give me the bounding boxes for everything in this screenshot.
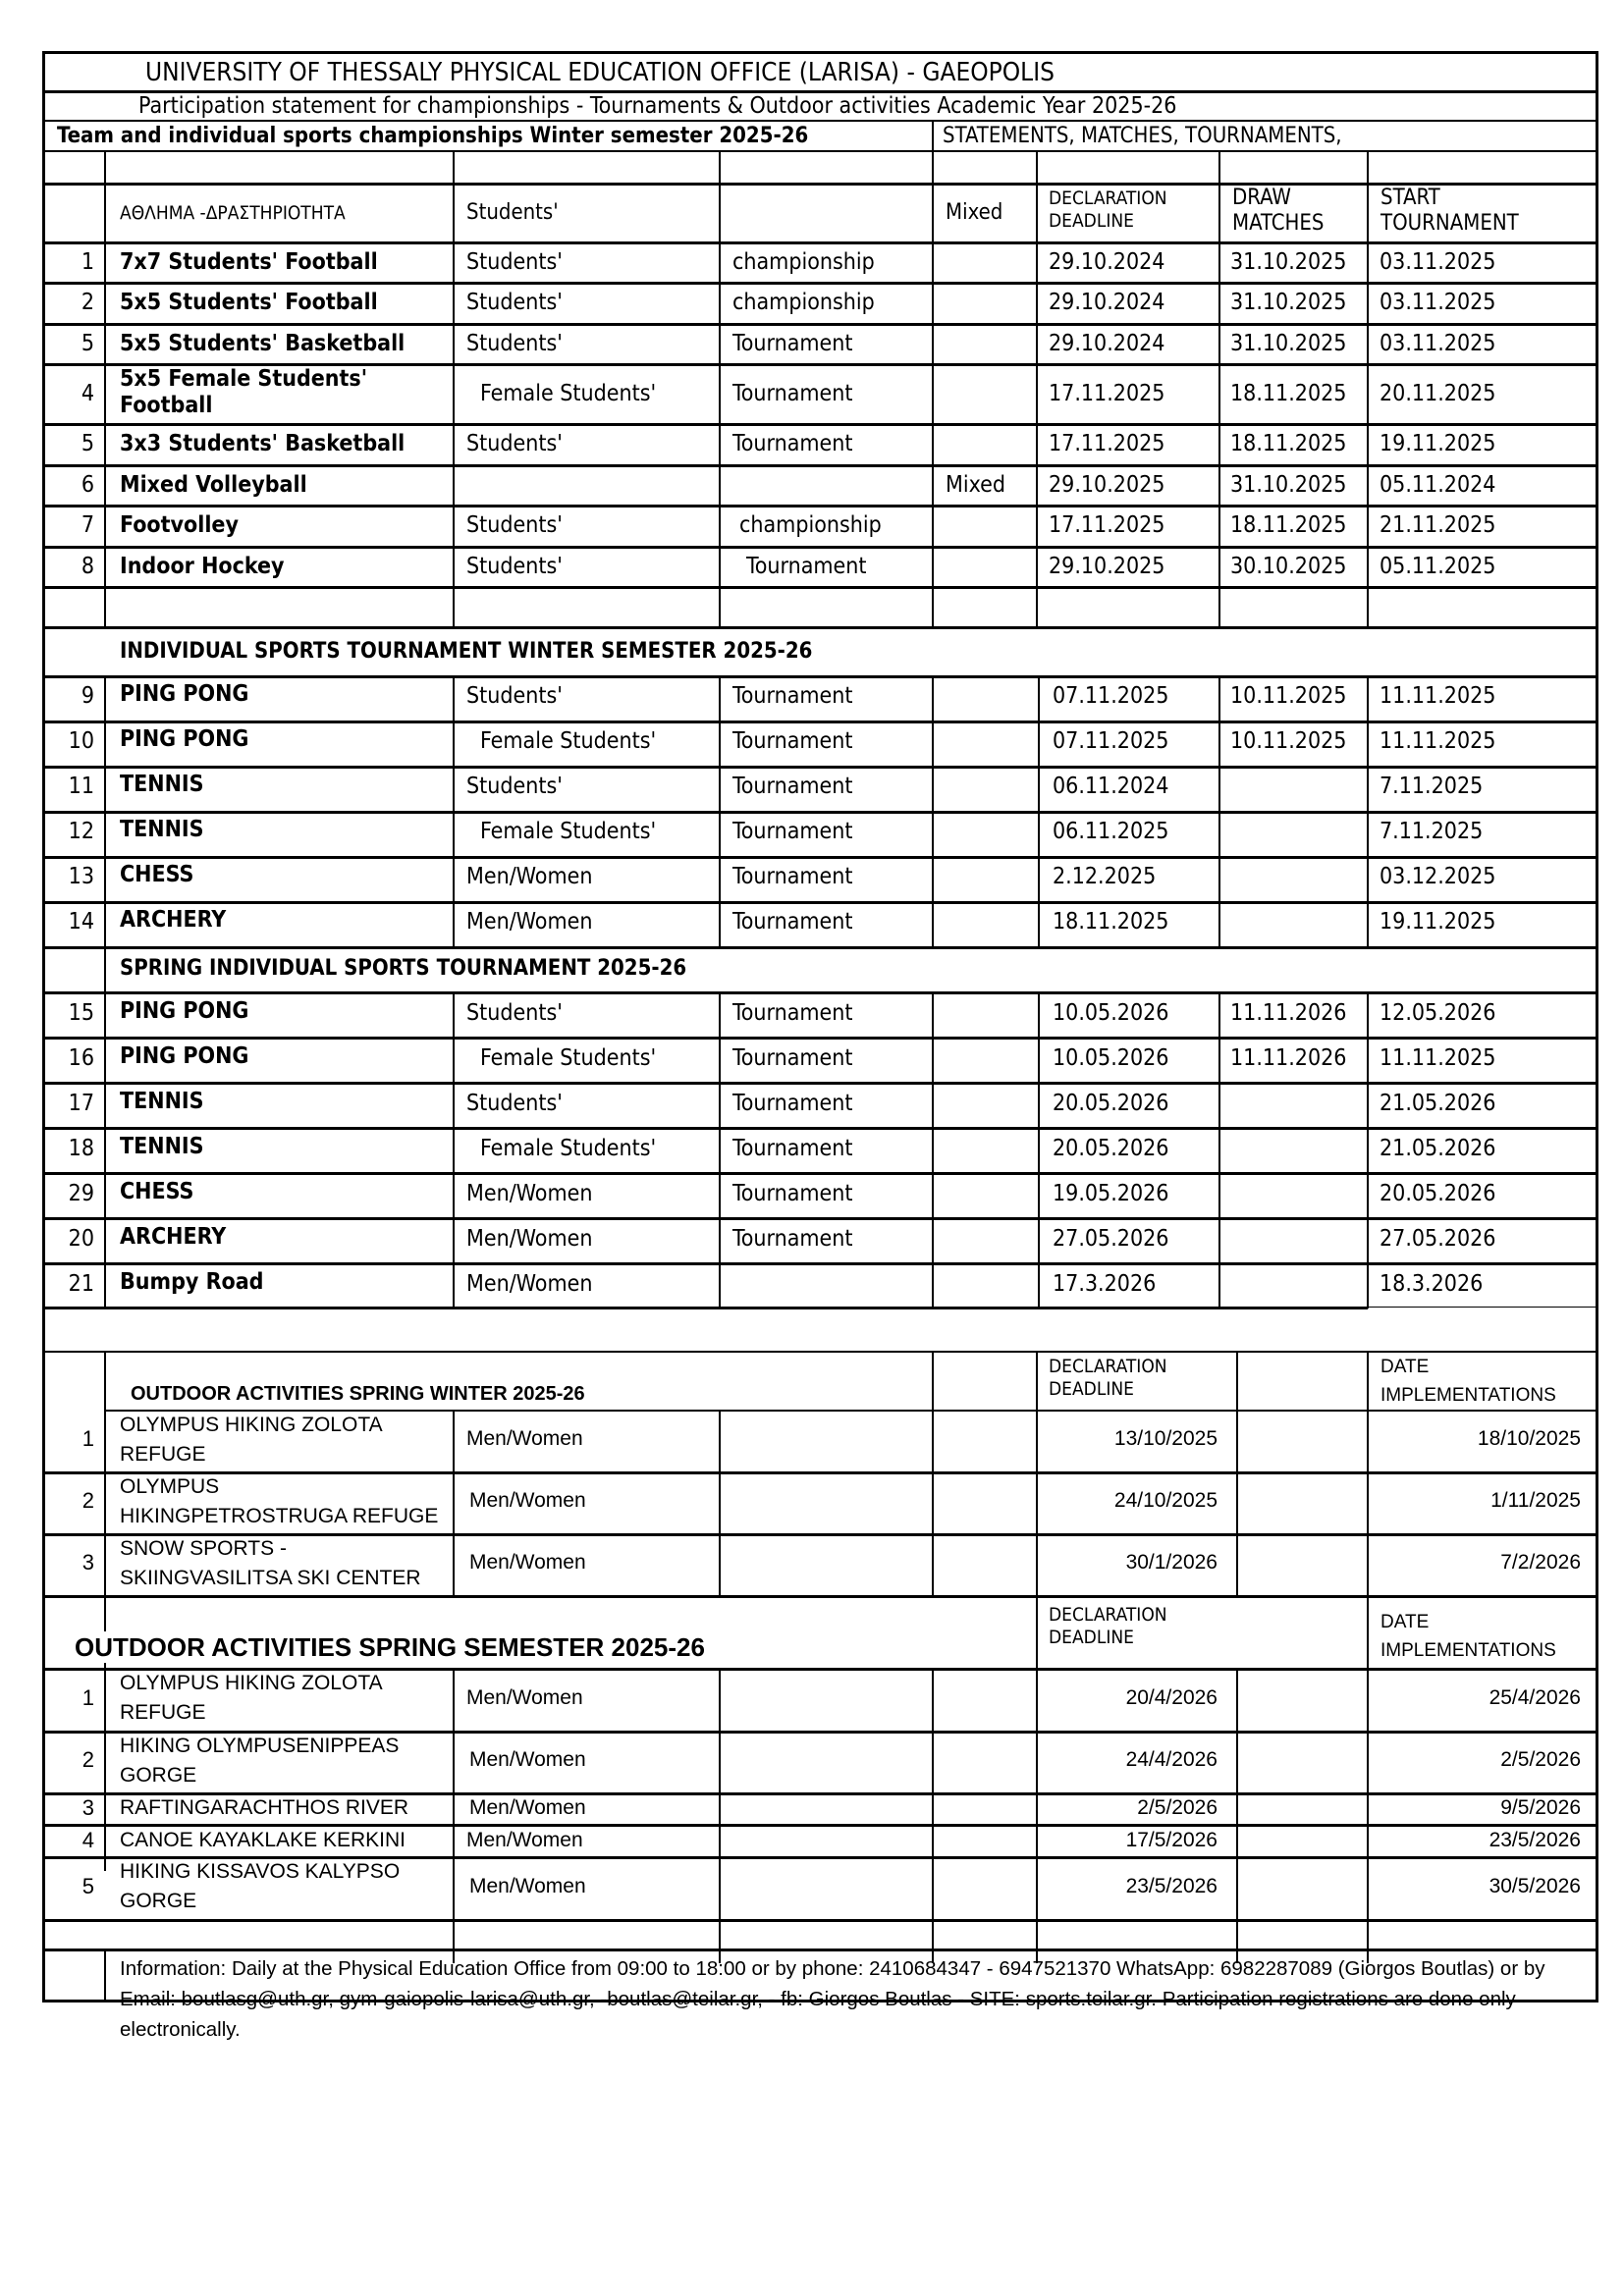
col-divider bbox=[104, 152, 106, 628]
declaration-deadline: 2/5/2026 bbox=[1137, 1796, 1218, 1819]
row-number: 16 bbox=[68, 1045, 94, 1071]
declaration-deadline: 29.10.2024 bbox=[1049, 331, 1165, 356]
draw-date: 18.11.2025 bbox=[1230, 512, 1347, 538]
category: Female Students' bbox=[480, 381, 657, 406]
category: Men/Women bbox=[466, 1181, 593, 1206]
col-header-activity: ΑΘΛΗΜΑ -ΔΡΑΣΤΗΡΙΟΤΗΤΑ bbox=[120, 202, 346, 224]
col-header-deadline: DECLARATION DEADLINE bbox=[1049, 187, 1167, 232]
draw-date: 30.10.2025 bbox=[1230, 554, 1347, 579]
implementation-date: 1/11/2025 bbox=[1490, 1489, 1581, 1512]
draw-date: 31.10.2025 bbox=[1230, 331, 1347, 356]
row-number: 2 bbox=[81, 1488, 94, 1513]
row-number: 13 bbox=[68, 864, 94, 889]
category: Female Students' bbox=[480, 728, 657, 754]
divider bbox=[42, 282, 1598, 285]
col-divider bbox=[932, 1351, 934, 1411]
declaration-deadline: 13/10/2025 bbox=[1113, 1427, 1218, 1450]
frame-right-border bbox=[1596, 51, 1598, 2002]
section-statements-title: STATEMENTS, MATCHES, TOURNAMENTS, bbox=[943, 124, 1342, 148]
col-divider bbox=[1218, 152, 1220, 628]
draw-date: 31.10.2025 bbox=[1230, 249, 1347, 275]
category: Students' bbox=[466, 512, 563, 538]
category: Men/Women bbox=[466, 1829, 583, 1851]
declaration-deadline: 29.10.2024 bbox=[1049, 249, 1165, 275]
category: Female Students' bbox=[480, 819, 657, 844]
implementation-date: 23/5/2026 bbox=[1489, 1829, 1581, 1851]
row-number: 6 bbox=[81, 472, 94, 498]
start-date: 27.05.2026 bbox=[1380, 1226, 1496, 1252]
draw-date: 10.11.2025 bbox=[1230, 728, 1347, 754]
declaration-deadline: 17.11.2025 bbox=[1049, 381, 1165, 406]
col-divider bbox=[1236, 1410, 1238, 1596]
declaration-deadline: 24/4/2026 bbox=[1125, 1748, 1218, 1771]
category: Students' bbox=[466, 683, 563, 709]
declaration-deadline: 29.10.2025 bbox=[1049, 554, 1165, 579]
divider bbox=[1367, 1307, 1598, 1308]
row-number: 1 bbox=[81, 249, 94, 275]
activity-name: OLYMPUS HIKING ZOLOTA REFUGE bbox=[120, 1414, 383, 1466]
start-date: 11.11.2025 bbox=[1380, 683, 1496, 709]
start-date: 11.11.2025 bbox=[1380, 1045, 1496, 1071]
declaration-deadline: 20.05.2026 bbox=[1053, 1091, 1169, 1116]
divider bbox=[42, 1595, 1598, 1598]
declaration-deadline: 17.11.2025 bbox=[1049, 431, 1165, 456]
category: Students' bbox=[466, 290, 563, 315]
start-date: 7.11.2025 bbox=[1380, 819, 1484, 844]
divider bbox=[42, 546, 1598, 549]
col-divider bbox=[453, 152, 455, 628]
activity-name: 5x5 Students' Football bbox=[120, 290, 378, 315]
start-date: 03.11.2025 bbox=[1380, 249, 1496, 275]
start-date: 19.11.2025 bbox=[1380, 909, 1496, 934]
start-date: 20.05.2026 bbox=[1380, 1181, 1496, 1206]
section-individual-spring-title: SPRING INDIVIDUAL SPORTS TOURNAMENT 2025-26 bbox=[120, 956, 687, 981]
event-type: Tournament bbox=[732, 864, 853, 889]
declaration-deadline: 10.05.2026 bbox=[1053, 1045, 1169, 1071]
col-divider bbox=[1367, 1351, 1369, 1411]
divider bbox=[42, 586, 1598, 589]
col-divider bbox=[932, 152, 934, 628]
implementation-date: 2/5/2026 bbox=[1500, 1748, 1581, 1771]
row-number: 4 bbox=[81, 1828, 94, 1852]
page-subtitle: Participation statement for championships - Tournaments & Outdoor activities Academic Year 2025-26 bbox=[138, 93, 1177, 119]
category: Students' bbox=[466, 554, 563, 579]
row-number: 12 bbox=[68, 819, 94, 844]
event-type: Tournament bbox=[732, 909, 853, 934]
frame-top-border bbox=[42, 51, 1598, 54]
col-divider bbox=[719, 152, 721, 628]
col-divider bbox=[932, 1410, 934, 1596]
activity-name: Mixed Volleyball bbox=[120, 472, 307, 498]
activity-name: HIKING KISSAVOS KALYPSO GORGE bbox=[120, 1860, 401, 1912]
activity-name: ARCHERY bbox=[120, 907, 227, 933]
col-header-deadline: DECLARATION DEADLINE bbox=[1049, 1604, 1167, 1648]
category: Men/Women bbox=[469, 1875, 586, 1897]
category: Men/Women bbox=[466, 1271, 593, 1297]
row-number: 10 bbox=[68, 728, 94, 754]
col-divider bbox=[1236, 1351, 1238, 1411]
col-divider bbox=[453, 1410, 455, 1596]
category: Students' bbox=[466, 1091, 563, 1116]
activity-name: TENNIS bbox=[120, 772, 204, 797]
contact-information: Information: Daily at the Physical Education Office from 09:00 to 18:00 or by phone: 2410684347 - 6947521370 WhatsApp: 6982287089 (Giorgos Boutlas) or by Email: boutlasg@uth.gr, gym-gaiopolis-larisa@uth.gr, -boutlas@teilar.gr, - fb: Giorgos Boutlas - SITE: sports.teilar.gr. Participation registrations are done only electronically. bbox=[120, 1957, 1545, 2041]
draw-date: 11.11.2026 bbox=[1230, 1045, 1347, 1071]
col-divider bbox=[1036, 1410, 1038, 1596]
section-outdoor-spring-title: OUTDOOR ACTIVITIES SPRING SEMESTER 2025-26 bbox=[75, 1632, 705, 1662]
event-type: Tournament bbox=[746, 554, 867, 579]
divider bbox=[42, 1949, 1598, 1951]
event-type: Tournament bbox=[732, 683, 853, 709]
event-type: Tournament bbox=[732, 1181, 853, 1206]
divider bbox=[42, 150, 1598, 152]
event-type: Tournament bbox=[732, 1045, 853, 1071]
activity-name: PING PONG bbox=[120, 726, 249, 752]
implementation-date: 25/4/2026 bbox=[1489, 1686, 1581, 1709]
event-type: Tournament bbox=[732, 431, 853, 456]
declaration-deadline: 10.05.2026 bbox=[1053, 1000, 1169, 1026]
row-number: 1 bbox=[81, 1685, 94, 1710]
draw-date: 18.11.2025 bbox=[1230, 381, 1347, 406]
draw-date: 31.10.2025 bbox=[1230, 472, 1347, 498]
col-divider bbox=[1036, 1351, 1038, 1411]
activity-name: 5x5 Female Students' Football bbox=[120, 366, 368, 418]
divider bbox=[42, 946, 1598, 949]
category: Men/Women bbox=[469, 1489, 586, 1512]
activity-name: ARCHERY bbox=[120, 1224, 227, 1250]
activity-name: 5x5 Students' Basketball bbox=[120, 331, 406, 356]
divider bbox=[42, 1082, 1598, 1085]
declaration-deadline: 17.11.2025 bbox=[1049, 512, 1165, 538]
row-number: 5 bbox=[81, 431, 94, 456]
start-date: 21.11.2025 bbox=[1380, 512, 1496, 538]
row-number: 17 bbox=[68, 1091, 94, 1116]
divider bbox=[42, 183, 1598, 186]
row-number: 8 bbox=[81, 554, 94, 579]
row-number: 29 bbox=[68, 1181, 94, 1206]
category: Students' bbox=[466, 249, 563, 275]
divider bbox=[42, 901, 1598, 904]
declaration-deadline: 29.10.2024 bbox=[1049, 290, 1165, 315]
declaration-deadline: 19.05.2026 bbox=[1053, 1181, 1169, 1206]
divider bbox=[42, 464, 1598, 467]
declaration-deadline: 07.11.2025 bbox=[1053, 683, 1169, 709]
row-number: 3 bbox=[81, 1550, 94, 1575]
activity-name: OLYMPUS HIKINGPETROSTRUGA REFUGE bbox=[120, 1475, 439, 1527]
category: Men/Women bbox=[466, 1427, 583, 1450]
start-date: 03.12.2025 bbox=[1380, 864, 1496, 889]
row-number: 9 bbox=[81, 683, 94, 709]
col-header-implementation-date: DATE IMPLEMENTATIONS bbox=[1380, 1612, 1556, 1661]
activity-name: Bumpy Road bbox=[120, 1269, 264, 1295]
activity-name: RAFTINGARACHTHOS RIVER bbox=[120, 1796, 409, 1819]
divider bbox=[42, 1262, 1598, 1265]
start-date: 21.05.2026 bbox=[1380, 1136, 1496, 1161]
row-number: 20 bbox=[68, 1226, 94, 1252]
divider bbox=[42, 323, 1598, 326]
row-number: 7 bbox=[81, 512, 94, 538]
activity-name: CHESS bbox=[120, 862, 194, 887]
col-header-start: START TOURNAMENT bbox=[1380, 186, 1519, 236]
divider bbox=[42, 991, 1598, 994]
col-divider bbox=[1036, 152, 1038, 628]
row-number: 18 bbox=[68, 1136, 94, 1161]
row-number: 14 bbox=[68, 909, 94, 934]
declaration-deadline: 07.11.2025 bbox=[1053, 728, 1169, 754]
activity-name: Indoor Hockey bbox=[120, 554, 285, 579]
event-type: championship bbox=[732, 290, 875, 315]
category: Students' bbox=[466, 1000, 563, 1026]
row-number: 2 bbox=[81, 1747, 94, 1772]
declaration-deadline: 24/10/2025 bbox=[1113, 1489, 1218, 1512]
event-type: Tournament bbox=[732, 331, 853, 356]
divider bbox=[42, 1172, 1598, 1175]
row-number: 4 bbox=[81, 381, 94, 406]
divider bbox=[42, 626, 1598, 629]
declaration-deadline: 17.3.2026 bbox=[1053, 1271, 1157, 1297]
divider bbox=[42, 1127, 1598, 1130]
declaration-deadline: 29.10.2025 bbox=[1049, 472, 1165, 498]
category: Men/Women bbox=[466, 909, 593, 934]
declaration-deadline: 27.05.2026 bbox=[1053, 1226, 1169, 1252]
col-divider bbox=[104, 946, 106, 993]
section-outdoor-winter-title: OUTDOOR ACTIVITIES SPRING WINTER 2025-26 bbox=[131, 1383, 585, 1405]
category: Men/Women bbox=[466, 1226, 593, 1252]
event-type: Tournament bbox=[732, 1000, 853, 1026]
declaration-deadline: 20/4/2026 bbox=[1125, 1686, 1218, 1709]
mixed-flag: Mixed bbox=[946, 472, 1006, 498]
event-type: Tournament bbox=[732, 1136, 853, 1161]
activity-name: Footvolley bbox=[120, 512, 239, 538]
event-type: Tournament bbox=[732, 728, 853, 754]
divider bbox=[42, 1037, 1598, 1040]
declaration-deadline: 30/1/2026 bbox=[1125, 1551, 1218, 1574]
col-divider bbox=[1367, 152, 1369, 628]
event-type: Tournament bbox=[732, 381, 853, 406]
start-date: 03.11.2025 bbox=[1380, 331, 1496, 356]
divider bbox=[42, 1351, 1598, 1353]
activity-name: PING PONG bbox=[120, 1043, 249, 1069]
draw-date: 11.11.2026 bbox=[1230, 1000, 1347, 1026]
start-date: 21.05.2026 bbox=[1380, 1091, 1496, 1116]
event-type: championship bbox=[732, 249, 875, 275]
col-header-category: Students' bbox=[466, 200, 559, 225]
event-type: Tournament bbox=[732, 1226, 853, 1252]
start-date: 11.11.2025 bbox=[1380, 728, 1496, 754]
category: Men/Women bbox=[469, 1748, 586, 1771]
declaration-deadline: 2.12.2025 bbox=[1053, 864, 1157, 889]
activity-name: TENNIS bbox=[120, 1134, 204, 1159]
category: Female Students' bbox=[480, 1136, 657, 1161]
declaration-deadline: 23/5/2026 bbox=[1125, 1875, 1218, 1897]
activity-name: CHESS bbox=[120, 1179, 194, 1204]
implementation-date: 9/5/2026 bbox=[1500, 1796, 1581, 1819]
row-number: 15 bbox=[68, 1000, 94, 1026]
event-type: Tournament bbox=[732, 819, 853, 844]
col-header-mixed: Mixed bbox=[946, 200, 1003, 225]
activity-name: SNOW SPORTS - SKIINGVASILITSA SKI CENTER bbox=[120, 1537, 421, 1589]
row-number: 1 bbox=[81, 1426, 94, 1451]
activity-name: 7x7 Students' Football bbox=[120, 249, 378, 275]
event-type: Tournament bbox=[732, 774, 853, 799]
activity-name: HIKING OLYMPUSENIPPEAS GORGE bbox=[120, 1735, 400, 1787]
divider bbox=[42, 1307, 1368, 1309]
activity-name: CANOE KAYAKLAKE KERKINI bbox=[120, 1829, 406, 1851]
col-header-draw: DRAW MATCHES bbox=[1232, 186, 1325, 236]
col-header-implementation-date: DATE IMPLEMENTATIONS bbox=[1380, 1357, 1556, 1406]
activity-name: TENNIS bbox=[120, 817, 204, 842]
category: Men/Women bbox=[469, 1551, 586, 1574]
start-date: 05.11.2025 bbox=[1380, 554, 1496, 579]
row-number: 21 bbox=[68, 1271, 94, 1297]
divider bbox=[42, 120, 1598, 122]
section-individual-winter-title: INDIVIDUAL SPORTS TOURNAMENT WINTER SEMESTER 2025-26 bbox=[120, 639, 813, 664]
category: Female Students' bbox=[480, 1045, 657, 1071]
divider bbox=[42, 423, 1598, 426]
event-type: championship bbox=[739, 512, 882, 538]
divider bbox=[42, 766, 1598, 769]
implementation-date: 18/10/2025 bbox=[1477, 1427, 1581, 1450]
divider bbox=[42, 1217, 1598, 1220]
row-number: 3 bbox=[81, 1795, 94, 1820]
declaration-deadline: 06.11.2025 bbox=[1053, 819, 1169, 844]
divider bbox=[42, 811, 1598, 814]
divider bbox=[42, 721, 1598, 723]
category: Students' bbox=[466, 331, 563, 356]
divider bbox=[42, 856, 1598, 859]
category: Students' bbox=[466, 431, 563, 456]
implementation-date: 30/5/2026 bbox=[1489, 1875, 1581, 1897]
divider bbox=[42, 1919, 1598, 1922]
start-date: 12.05.2026 bbox=[1380, 1000, 1496, 1026]
category: Men/Women bbox=[466, 1686, 583, 1709]
start-date: 03.11.2025 bbox=[1380, 290, 1496, 315]
activity-name: TENNIS bbox=[120, 1089, 204, 1114]
col-divider bbox=[1367, 1410, 1369, 1596]
activity-name: PING PONG bbox=[120, 998, 249, 1024]
row-number: 2 bbox=[81, 290, 94, 315]
draw-date: 10.11.2025 bbox=[1230, 683, 1347, 709]
frame-left-border bbox=[42, 51, 45, 2002]
activity-name: 3x3 Students' Basketball bbox=[120, 431, 406, 456]
start-date: 05.11.2024 bbox=[1380, 472, 1496, 498]
start-date: 20.11.2025 bbox=[1380, 381, 1496, 406]
event-type: Tournament bbox=[732, 1091, 853, 1116]
start-date: 7.11.2025 bbox=[1380, 774, 1484, 799]
category: Men/Women bbox=[469, 1796, 586, 1819]
col-header-deadline: DECLARATION DEADLINE bbox=[1049, 1356, 1167, 1400]
row-number: 5 bbox=[81, 1874, 94, 1898]
divider bbox=[42, 505, 1598, 507]
col-divider bbox=[1036, 1595, 1038, 1669]
start-date: 18.3.2026 bbox=[1380, 1271, 1484, 1297]
activity-name: PING PONG bbox=[120, 681, 249, 707]
category: Men/Women bbox=[466, 864, 593, 889]
category: Students' bbox=[466, 774, 563, 799]
row-number: 5 bbox=[81, 331, 94, 356]
divider bbox=[42, 675, 1598, 678]
draw-date: 18.11.2025 bbox=[1230, 431, 1347, 456]
section-team-title: Team and individual sports championships Winter semester 2025-26 bbox=[57, 124, 809, 148]
col-divider bbox=[719, 1410, 721, 1596]
declaration-deadline: 18.11.2025 bbox=[1053, 909, 1169, 934]
col-divider bbox=[1367, 1595, 1369, 1669]
col-divider bbox=[104, 1949, 106, 2002]
row-number: 11 bbox=[68, 774, 94, 799]
divider bbox=[42, 241, 1598, 244]
col-divider bbox=[932, 120, 934, 152]
declaration-deadline: 17/5/2026 bbox=[1125, 1829, 1218, 1851]
page-title: UNIVERSITY OF THESSALY PHYSICAL EDUCATION OFFICE (LARISA) - GAEOPOLIS bbox=[145, 58, 1055, 87]
start-date: 19.11.2025 bbox=[1380, 431, 1496, 456]
declaration-deadline: 06.11.2024 bbox=[1053, 774, 1169, 799]
implementation-date: 7/2/2026 bbox=[1500, 1551, 1581, 1574]
activity-name: OLYMPUS HIKING ZOLOTA REFUGE bbox=[120, 1672, 383, 1724]
declaration-deadline: 20.05.2026 bbox=[1053, 1136, 1169, 1161]
draw-date: 31.10.2025 bbox=[1230, 290, 1347, 315]
